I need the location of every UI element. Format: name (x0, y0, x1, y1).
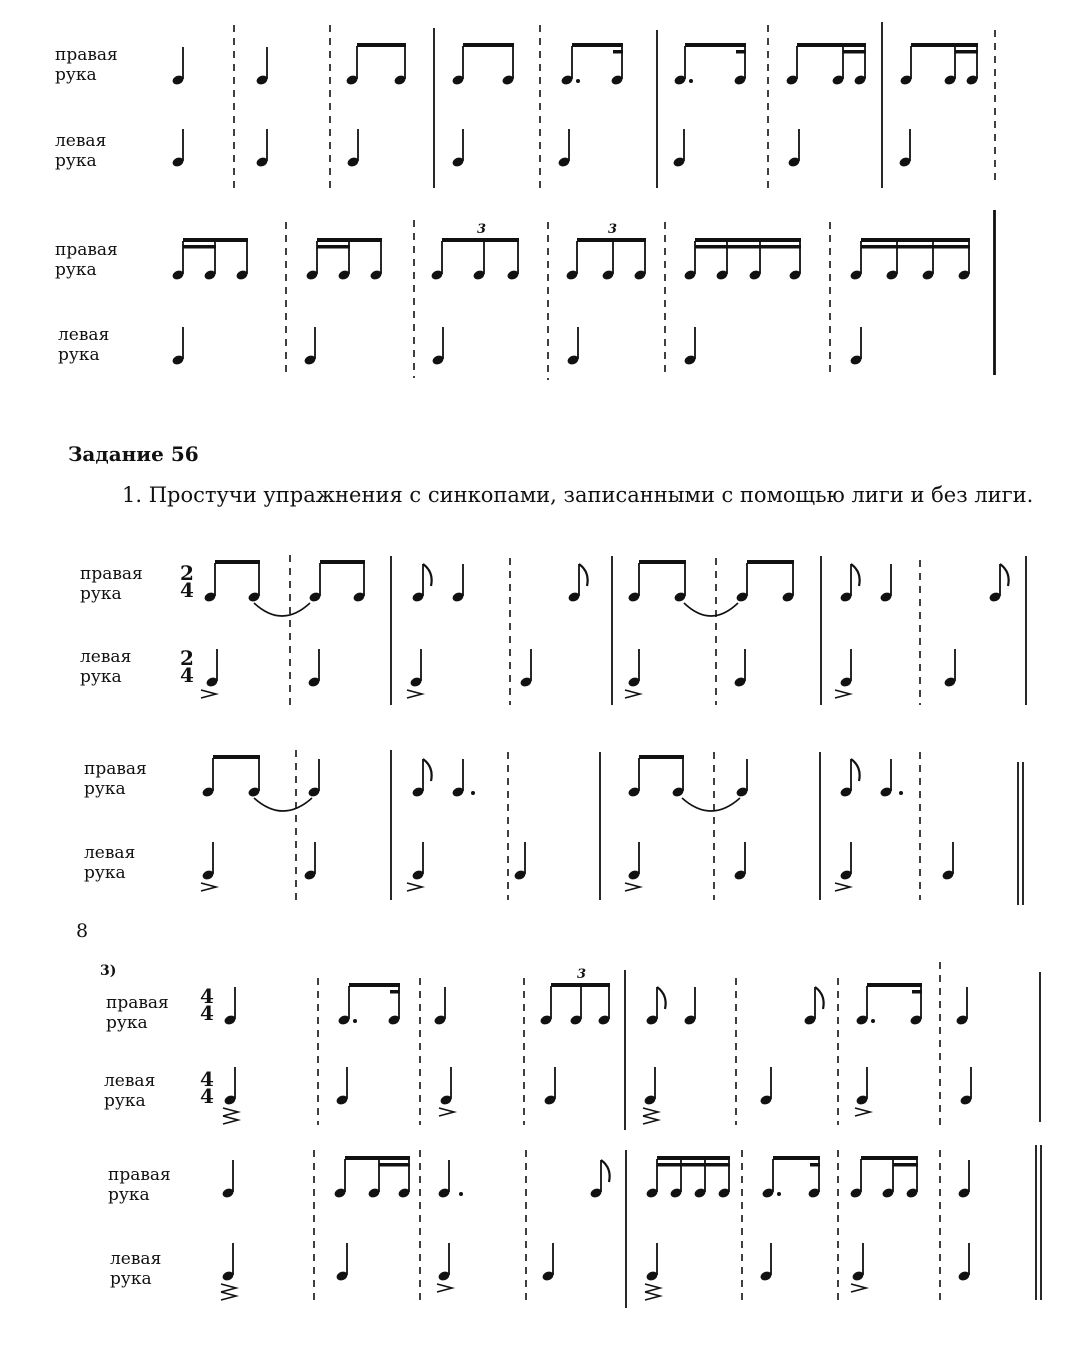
beam-icon (442, 238, 519, 242)
beam-secondary-icon (810, 1163, 820, 1167)
triplet-mark: 3 (577, 967, 587, 982)
beam-icon (213, 755, 260, 759)
dot-icon (353, 1019, 357, 1023)
label-text: левая (55, 131, 107, 151)
beam-icon (183, 238, 248, 242)
beam-icon (357, 43, 406, 47)
beam-icon (463, 43, 514, 47)
beam-icon (867, 983, 922, 987)
beam-icon (911, 43, 978, 47)
label-text: рука (80, 584, 122, 604)
label-text: правая (80, 564, 143, 584)
beam-secondary-icon (317, 245, 350, 249)
accent-icon (221, 1292, 236, 1300)
accent-icon (645, 1284, 660, 1292)
triplet-mark: 3 (608, 222, 618, 237)
eighth-flag-icon (851, 564, 860, 586)
label-text: правая (55, 45, 118, 65)
label-text: правая (108, 1165, 171, 1185)
beam-icon (349, 983, 400, 987)
beam-secondary-icon (893, 1163, 918, 1167)
dot-icon (899, 791, 903, 795)
tie-icon (254, 603, 310, 616)
beam-icon (572, 43, 623, 47)
beam-secondary-icon (912, 990, 922, 994)
beam-icon (317, 238, 382, 242)
beam-secondary-icon (736, 50, 746, 54)
label-text: рука (106, 1013, 148, 1033)
time-signature-top: 2 (180, 561, 194, 585)
accent-icon (855, 1108, 870, 1116)
label-text: правая (55, 240, 118, 260)
beam-secondary-icon (843, 50, 866, 54)
beam-icon (639, 755, 684, 759)
beam-icon (797, 43, 866, 47)
beam-secondary-icon (695, 245, 801, 249)
accent-icon (851, 1284, 866, 1292)
accent-icon (437, 1284, 452, 1292)
accent-icon (223, 1116, 238, 1124)
time-signature-top: 4 (200, 1067, 214, 1091)
beam-icon (773, 1156, 820, 1160)
label-text: рука (55, 151, 97, 171)
beam-icon (345, 1156, 410, 1160)
label-text: рука (104, 1091, 146, 1111)
beam-icon (551, 983, 610, 987)
accent-icon (201, 690, 216, 698)
beam-icon (657, 1156, 730, 1160)
beam-icon (215, 560, 260, 564)
tie-icon (684, 603, 738, 616)
dot-icon (471, 791, 475, 795)
label-text: рука (55, 65, 97, 85)
accent-icon (835, 690, 850, 698)
time-signature-bottom: 4 (180, 578, 194, 602)
beam-icon (320, 560, 365, 564)
label-text: рука (84, 863, 126, 883)
time-signature-top: 4 (200, 984, 214, 1008)
tie-icon (254, 798, 312, 811)
beam-icon (685, 43, 746, 47)
accent-icon (835, 883, 850, 891)
eighth-flag-icon (815, 987, 824, 1009)
label-text: рука (80, 667, 122, 687)
accent-icon (221, 1284, 236, 1292)
dot-icon (459, 1192, 463, 1196)
eighth-flag-icon (851, 759, 860, 781)
beam-icon (577, 238, 646, 242)
label-text: правая (106, 993, 169, 1013)
accent-icon (643, 1116, 658, 1124)
beam-icon (861, 1156, 918, 1160)
time-signature-bottom: 4 (200, 1001, 214, 1025)
eighth-flag-icon (579, 564, 588, 586)
exercise-number: 3) (100, 963, 117, 979)
task-instruction: 1. Простучи упражнения с синкопами, записанными с помощью лиги и без лиги. (122, 483, 1034, 507)
label-text: правая (84, 759, 147, 779)
label-text: рука (58, 345, 100, 365)
beam-secondary-icon (613, 50, 623, 54)
dot-icon (576, 79, 580, 83)
task-heading: Задание 56 (68, 442, 199, 466)
eighth-flag-icon (423, 759, 432, 781)
label-text: рука (108, 1185, 150, 1205)
accent-icon (643, 1108, 658, 1116)
time-signature-bottom: 4 (180, 663, 194, 687)
beam-secondary-icon (955, 50, 978, 54)
accent-icon (201, 883, 216, 891)
label-text: рука (55, 260, 97, 280)
accent-icon (625, 883, 640, 891)
label-text: левая (104, 1071, 156, 1091)
dot-icon (871, 1019, 875, 1023)
beam-secondary-icon (861, 245, 970, 249)
accent-icon (439, 1108, 454, 1116)
accent-icon (407, 883, 422, 891)
accent-icon (407, 690, 422, 698)
label-text: левая (58, 325, 110, 345)
time-signature-bottom: 4 (200, 1084, 214, 1108)
beam-icon (639, 560, 686, 564)
beam-icon (695, 238, 801, 242)
eighth-flag-icon (423, 564, 432, 586)
dot-icon (777, 1192, 781, 1196)
accent-icon (645, 1292, 660, 1300)
label-text: левая (110, 1249, 162, 1269)
eighth-flag-icon (1000, 564, 1009, 586)
page-number: 8 (76, 920, 89, 942)
beam-icon (861, 238, 970, 242)
beam-secondary-icon (183, 245, 216, 249)
time-signature-top: 2 (180, 646, 194, 670)
triplet-mark: 3 (477, 222, 487, 237)
beam-secondary-icon (379, 1163, 410, 1167)
eighth-flag-icon (657, 987, 666, 1009)
tie-icon (682, 798, 740, 811)
label-text: рука (84, 779, 126, 799)
eighth-flag-icon (601, 1160, 610, 1182)
label-text: рука (110, 1269, 152, 1289)
beam-icon (747, 560, 794, 564)
beam-secondary-icon (390, 990, 400, 994)
accent-icon (625, 690, 640, 698)
label-text: левая (84, 843, 136, 863)
accent-icon (223, 1108, 238, 1116)
beam-secondary-icon (657, 1163, 730, 1167)
label-text: левая (80, 647, 132, 667)
dot-icon (689, 79, 693, 83)
